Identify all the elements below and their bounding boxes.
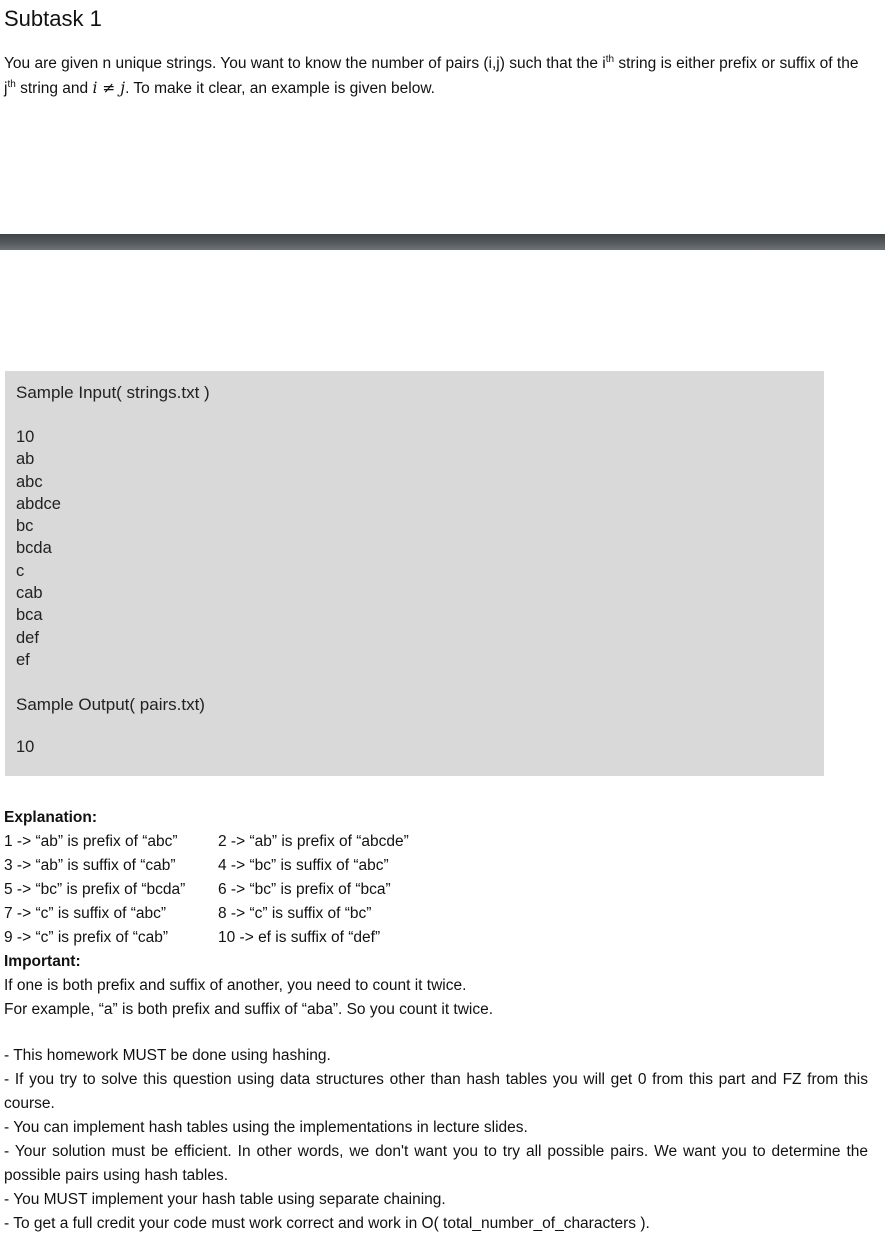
input-line: abc (16, 472, 43, 491)
pair-item: 10 -> ef is suffix of “def” (218, 929, 381, 946)
sample-box (5, 371, 824, 776)
rule-item: - You MUST implement your hash table using separate chaining. (4, 1191, 446, 1208)
pair-item: 5 -> “bc” is prefix of “bcda” (4, 881, 186, 898)
rule-item: - Your solution must be efficient. In other words, we don't want you to try all possible pairs. We want you to determine the possible pairs using hash tables. (4, 1143, 868, 1184)
sample-output-heading: Sample Output( pairs.txt) (16, 695, 205, 714)
explanation-pairs (4, 830, 874, 950)
intro-text-4: . To make it clear, an example is given below. (125, 80, 435, 97)
sample-output-value: 10 (16, 738, 35, 756)
intro-text-2: string is either prefix or suffix of the j (4, 55, 859, 97)
pair-item: 8 -> “c” is suffix of “bc” (218, 905, 372, 922)
intro-superscript-2: th (7, 78, 16, 90)
page-title: Subtask 1 (4, 6, 102, 31)
input-line: abdce (16, 494, 61, 513)
rule-item: - This homework MUST be done using hashing. (4, 1047, 331, 1064)
intro-text-1: You are given n unique strings. You want to know the number of pairs (i,j) such that the i (4, 55, 606, 72)
input-line: 10 (16, 428, 35, 446)
sample-input-lines (16, 426, 61, 671)
input-line: bcda (16, 539, 52, 558)
input-line: ef (16, 650, 30, 669)
input-line: def (16, 628, 39, 647)
pair-item: 6 -> “bc” is prefix of “bca” (218, 881, 391, 898)
intro-text-3: string and (15, 80, 93, 97)
rule-item: - If you try to solve this question using data structures other than hash tables you will get 0 from this part and FZ from this course. (4, 1071, 868, 1112)
important-heading: Important: (4, 953, 81, 970)
pair-item: 3 -> “ab” is suffix of “cab” (4, 857, 176, 874)
pair-item: 1 -> “ab” is prefix of “abc” (4, 833, 178, 850)
input-line: bca (16, 606, 43, 625)
rule-item: - You can implement hash tables using the implementations in lecture slides. (4, 1119, 528, 1136)
sample-input-heading: Sample Input( strings.txt ) (16, 383, 210, 402)
input-line: bc (16, 517, 34, 536)
pair-item: 2 -> “ab” is prefix of “abcde” (218, 833, 409, 850)
pair-item: 7 -> “c” is suffix of “abc” (4, 905, 167, 922)
explanation-section (4, 806, 874, 1022)
rules-list (4, 1044, 868, 1236)
input-line: c (16, 561, 25, 580)
important-line: For example, “a” is both prefix and suffix of “aba”. So you count it twice. (4, 1001, 494, 1018)
pair-item: 9 -> “c” is prefix of “cab” (4, 929, 169, 946)
section-divider (0, 234, 885, 250)
input-line: cab (16, 584, 43, 603)
intro-paragraph (4, 52, 864, 101)
rule-item: - To get a full credit your code must work correct and work in O( total_number_of_characters ). (4, 1215, 650, 1232)
intro-math: i ≠ j (92, 79, 126, 97)
intro-superscript-1: th (605, 53, 615, 65)
pair-item: 4 -> “bc” is suffix of “abc” (218, 857, 389, 874)
important-line: If one is both prefix and suffix of another, you need to count it twice. (4, 977, 467, 994)
input-line: ab (16, 450, 35, 469)
explanation-heading: Explanation: (4, 809, 98, 826)
